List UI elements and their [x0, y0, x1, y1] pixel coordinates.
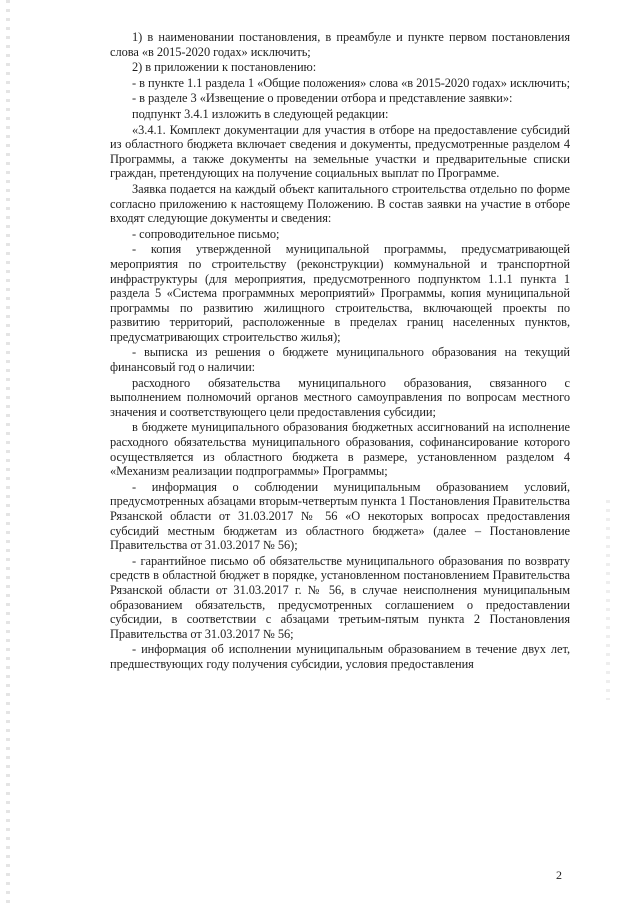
paragraph-8: - сопроводительное письмо;	[132, 226, 280, 241]
paragraph-6: «3.4.1. Комплект документации для участия в отборе на предоставление субсидий из областного бюджета включает сведения и документы, предусмотренные разделом 4 Программы, а также документы на земельные участки и предварительные списки граждан, претендующих на получение социальных выплат по Программе.	[110, 122, 570, 181]
paragraph-13: - информация о соблюдении муниципальным образованием условий, предусмотренных абзацами вторым-четвертым пункта 1 Постановления Правительства Рязанской области от 31.03.2017 № 56 «О некоторых вопросах предоставления субсидий местным бюджетам из областного бюджета» (далее – Постановление Правительства от 31.03.2017 № 56);	[110, 479, 570, 553]
paragraph-14: - гарантийное письмо об обязательстве муниципального образования по возврату средств в областной бюджет в порядке, установленном постановлением Правительства Рязанской области от 31.03.2017 г. № 56, в случае неисполнения муниципальным образованием обязательств, предусмотренных соглашением о предоставлении субсидии, в соответствии с абзацами третьим-пятым пункта 2 Постановления Правительства от 31.03.2017 № 56;	[110, 553, 570, 641]
document-body	[110, 30, 570, 673]
paragraph-15: - информация об исполнении муниципальным образованием в течение двух лет, предшествующих году получения субсидии, условия предоставления	[110, 642, 570, 671]
paragraph-3: - в пункте 1.1 раздела 1 «Общие положения» слова «в 2015-2020 годах» исключить;	[132, 75, 570, 90]
paragraph-5: подпункт 3.4.1 изложить в следующей редакции:	[132, 106, 389, 121]
paragraph-9: - копия утвержденной муниципальной программы, предусматривающей мероприятия по строительству (реконструкции) коммунальной и транспортной инфраструктуры (для мероприятия, предусмотренного подпунктом 1.1.1 пункта 1 раздела 5 «Система программных мероприятий» Программы, копия муниципальной программы по развитию жилищного строительства, включающей проекты по развитию территорий, расположенные в пределах границ населенных пунктов, предусматривающих строительство жилья);	[110, 242, 570, 344]
paragraph-12: в бюджете муниципального образования бюджетных ассигнований на исполнение расходного обязательства муниципального образования, софинансирование которого осуществляется из областного бюджета в размере, установленном разделом 4 «Механизм реализации подпрограммы» Программы;	[110, 420, 570, 479]
scan-edge-marks-right	[606, 500, 610, 700]
paragraph-4: - в разделе 3 «Извещение о проведении отбора и представление заявки»:	[132, 91, 513, 106]
paragraph-10: - выписка из решения о бюджете муниципального образования на текущий финансовый год о наличии:	[110, 345, 570, 375]
page-number: 2	[556, 868, 562, 882]
paragraph-1: 1) в наименовании постановления, в преамбуле и пункте первом постановления слова «в 2015-2020 годах» исключить;	[110, 30, 570, 59]
paragraph-11: расходного обязательства муниципального образования, связанного с выполнением полномочий органов местного самоуправления по вопросам местного значения и соответствующего цели предоставления субсидии;	[110, 375, 570, 419]
scan-edge-marks	[6, 0, 10, 905]
paragraph-2: 2) в приложении к постановлению:	[132, 60, 317, 75]
paragraph-7: Заявка подается на каждый объект капитального строительства отдельно по форме согласно приложению к настоящему Положению. В состав заявки на участие в отборе входят следующие документы и сведения:	[110, 181, 570, 226]
